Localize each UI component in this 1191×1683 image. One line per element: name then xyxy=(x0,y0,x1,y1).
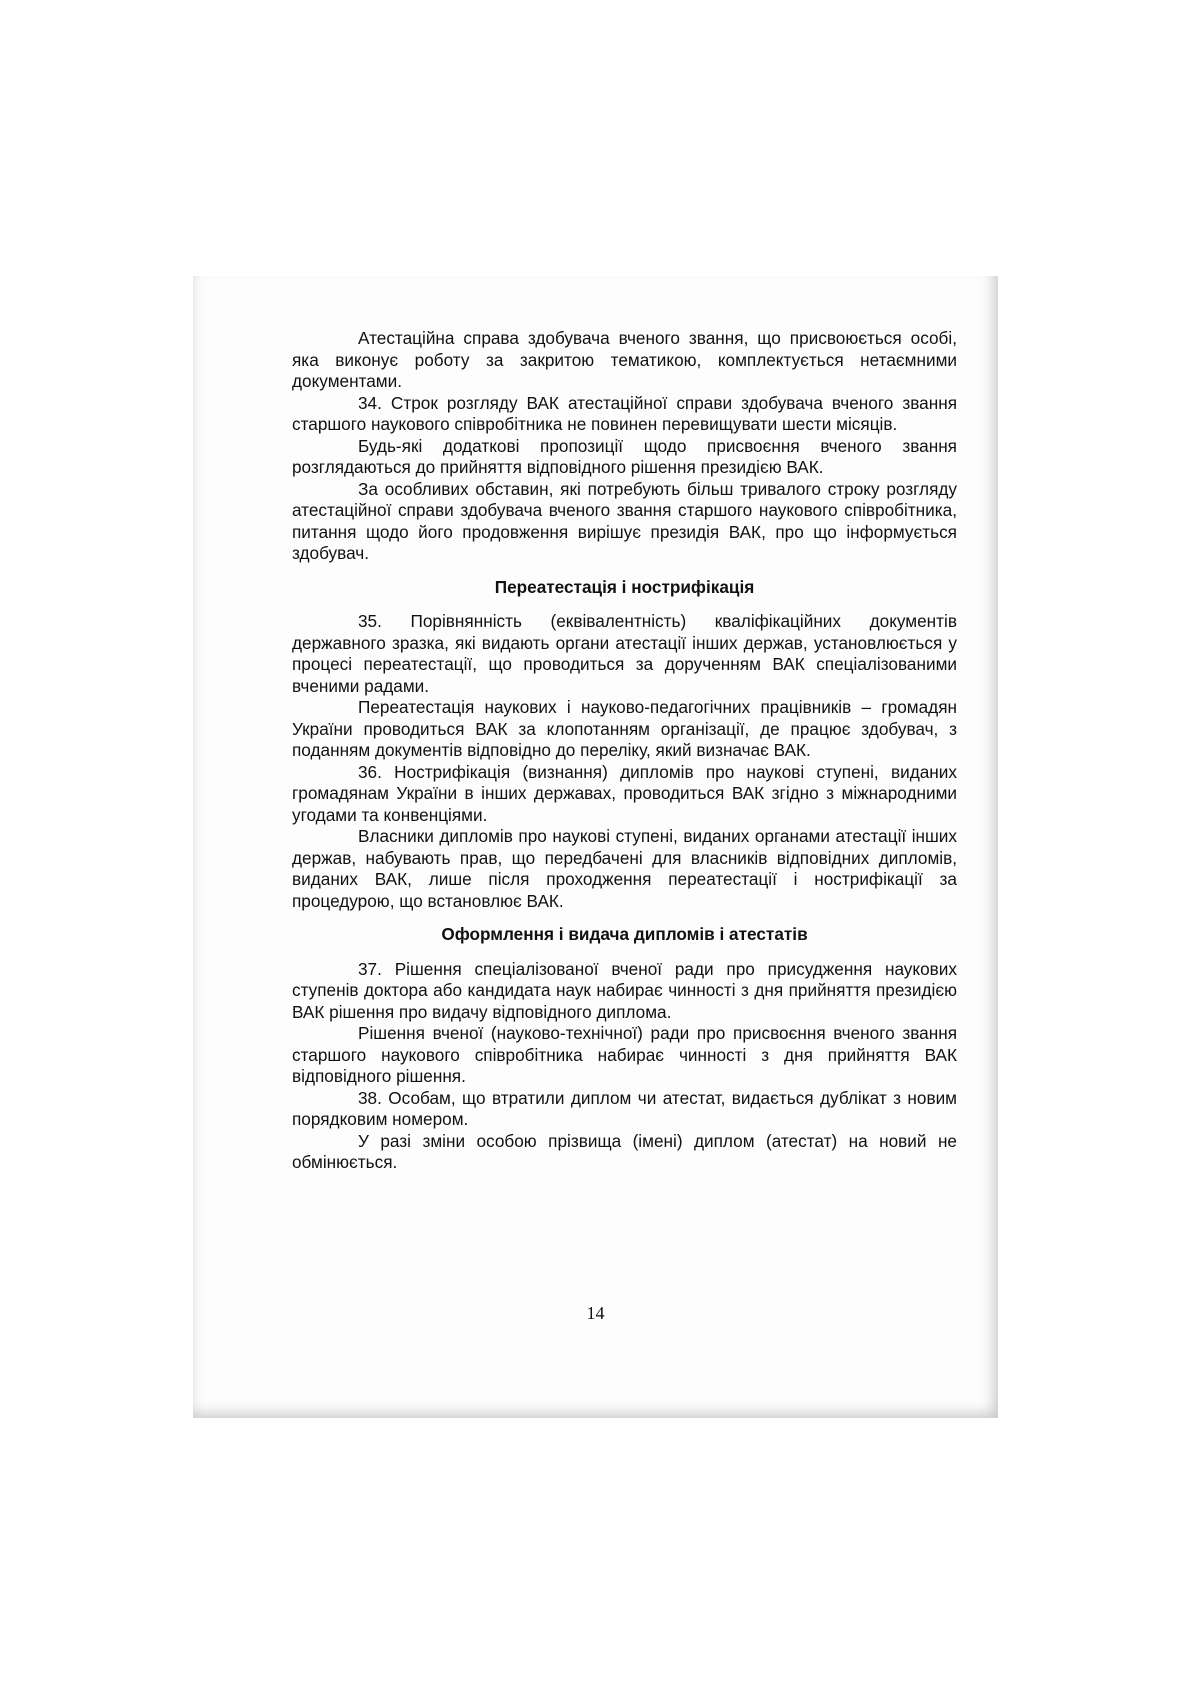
paragraph: 37. Рішення спеціалізованої вченої ради про присудження наукових ступенів доктора або кандидата наук набирає чинності з дня прийняття президією ВАК рішення про видачу відповідного диплома. xyxy=(292,958,957,1022)
page-number: 14 xyxy=(586,1303,605,1323)
paragraph: 36. Нострифікація (визнання) дипломів про наукові ступені, виданих громадянам України в інших державах, проводиться ВАК згідно з міжнародними угодами та конвенціями. xyxy=(292,761,957,825)
paragraph: За особливих обставин, які потребують більш тривалого строку розгляду атестаційної справи здобувача вченого звання старшого наукового співробітника, питання щодо його продовження вирішує президія ВАК, про що інформується здобувач. xyxy=(292,478,957,563)
document-body xyxy=(292,328,957,1174)
section-heading: Оформлення і видача дипломів і атестатів xyxy=(441,924,808,944)
paragraph: 35. Порівнянність (еквівалентність) кваліфікаційних документів державного зразка, які видають органи атестації інших держав, установлюється у процесі переатестації, що проводиться за дорученням ВАК спеціалізованими вченими радами. xyxy=(292,611,957,696)
paragraph: У разі зміни особою прізвища (імені) диплом (атестат) на новий не обмінюється. xyxy=(292,1130,957,1172)
paragraph: 34. Строк розгляду ВАК атестаційної справи здобувача вченого звання старшого наукового співробітника не повинен перевищувати шести місяців. xyxy=(292,392,957,434)
paragraph: Переатестація наукових і науково-педагогічних працівників – громадян України проводиться ВАК за клопотанням організації, де працює здобувач, з поданням документів відповідно до переліку, який визначає ВАК. xyxy=(292,697,957,760)
paragraph: Будь-які додаткові пропозиції щодо присвоєння вченого звання розглядаються до прийняття відповідного рішення президією ВАК. xyxy=(292,435,957,477)
paragraph: 38. Особам, що втратили диплом чи атестат, видається дублікат з новим порядковим номером. xyxy=(292,1087,957,1129)
paragraph: Власники дипломів про наукові ступені, виданих органами атестації інших держав, набувають прав, що передбачені для власників відповідних дипломів, виданих ВАК, лише після проходження переатестації і нострифікації за процедурою, що встановлює ВАК. xyxy=(292,826,957,911)
paragraph: Рішення вченої (науково-технічної) ради про присвоєння вченого звання старшого наукового співробітника набирає чинності з дня прийняття ВАК відповідного рішення. xyxy=(292,1023,957,1086)
paragraph: Атестаційна справа здобувача вченого звання, що присвоюється особі, яка виконує роботу за закритою тематикою, комплектується нетаємними документами. xyxy=(292,328,957,391)
section-heading: Переатестація і нострифікація xyxy=(494,576,755,597)
